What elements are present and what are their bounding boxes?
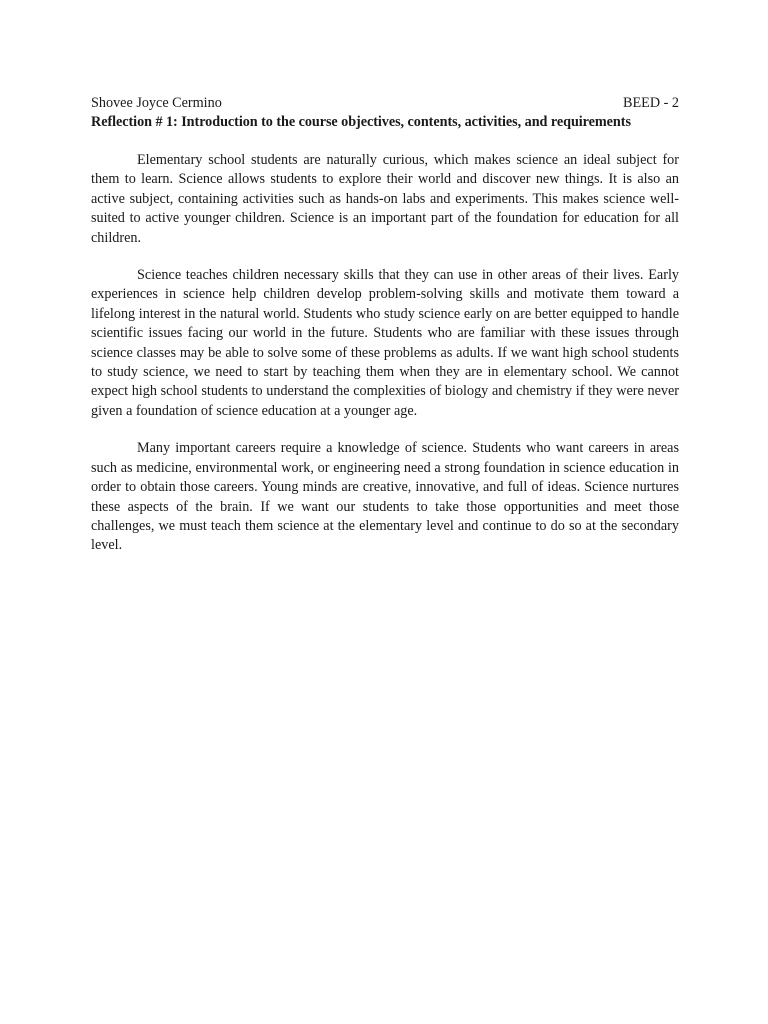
course-label: BEED - 2 [623, 95, 679, 111]
author-name: Shovee Joyce Cermino [91, 95, 222, 111]
paragraph-3: Many important careers require a knowledge of science. Students who want careers in areas such as medicine, environmental work, or engineering need a strong foundation in science education in order to obtain those careers. Young minds are creative, innovative, and full of ideas. Science nurtures these aspects of the brain. If we want our students to take those opportunities and meet those challenges, we must teach them science at the elementary level and continue to do so at the secondary level. [91, 440, 679, 554]
document-body [91, 94, 679, 556]
paragraph-2: Science teaches children necessary skills that they can use in other areas of their lives. Early experiences in science help children develop problem-solving skills and motivate them toward a lifelong interest in the natural world. Students who study science early on are better equipped to handle scientific issues facing our world in the future. Students who are familiar with these issues through science classes may be able to solve some of these problems as adults. If we want high school students to study science, we need to start by teaching them when they are in elementary school. We cannot expect high school students to understand the complexities of biology and chemistry if they were never given a foundation of science education at a younger age. [91, 267, 679, 419]
paragraph-1: Elementary school students are naturally curious, which makes science an ideal subject for them to learn. Science allows students to explore their world and discover new things. It is also an active subject, containing activities such as hands-on labs and experiments. This makes science well-suited to active younger children. Science is an important part of the foundation for education for all children. [91, 152, 679, 246]
document-header [91, 94, 679, 113]
reflection-title: Reflection # 1: Introduction to the course objectives, contents, activities, and requirements [91, 114, 631, 130]
